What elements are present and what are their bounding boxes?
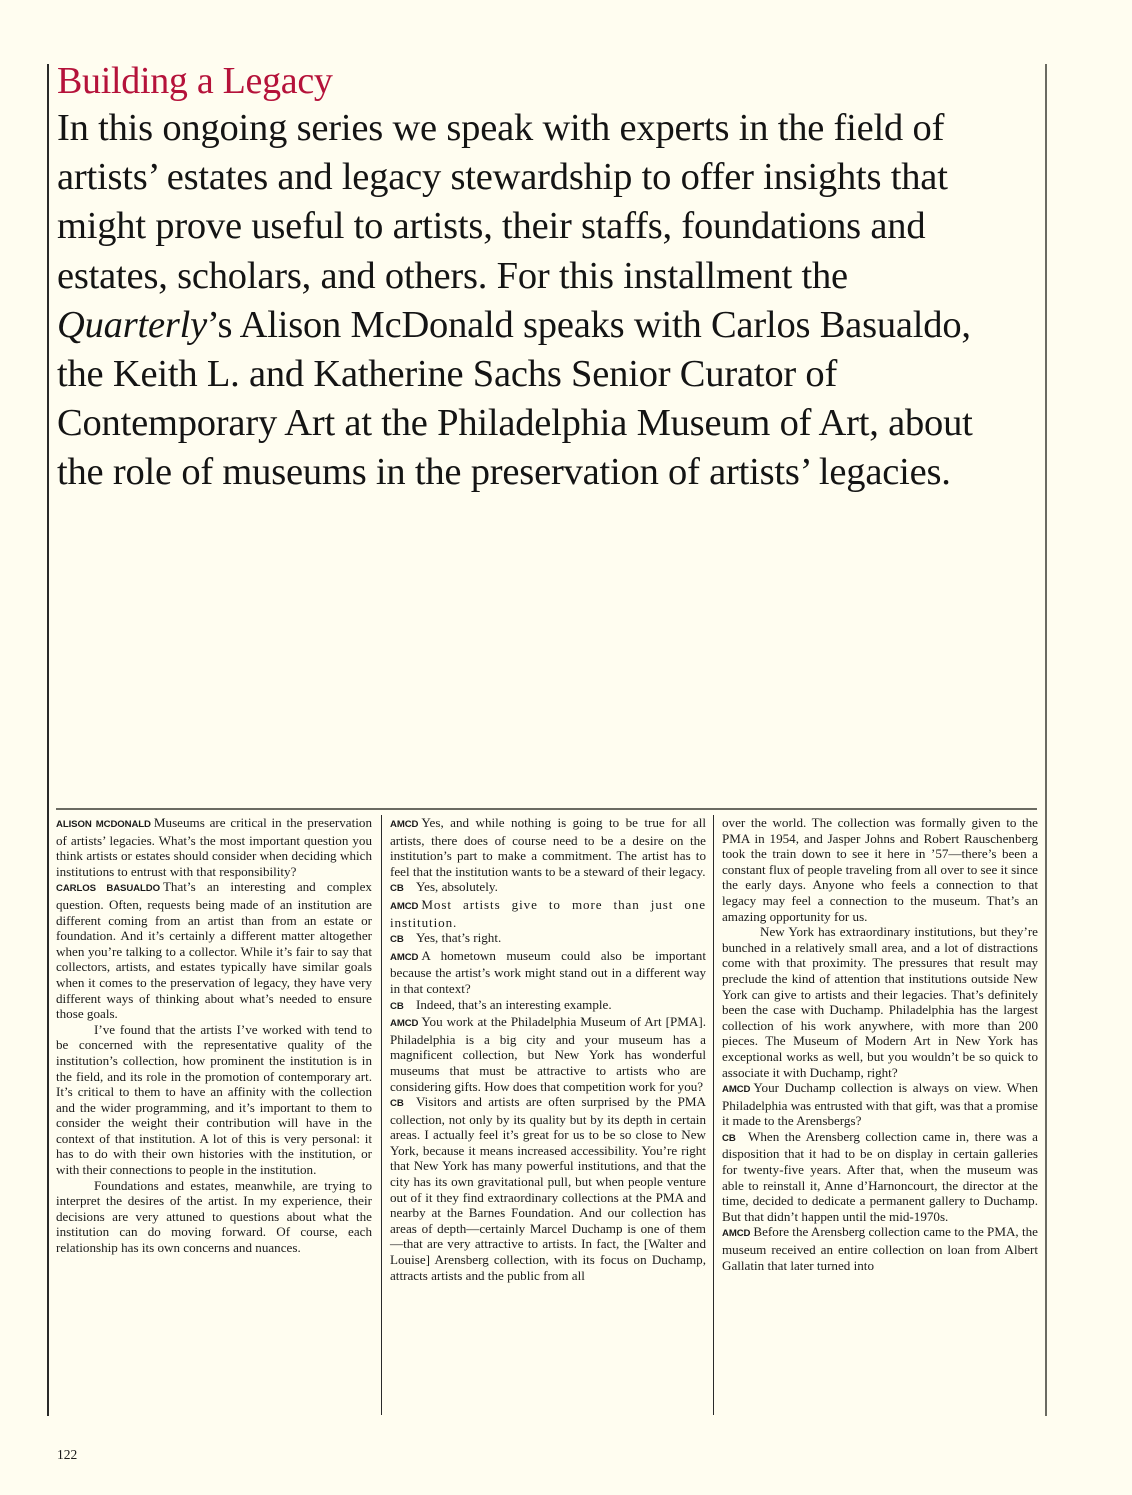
speaker-label: CARLOS BASUALDO xyxy=(56,883,160,895)
turn-text: Museums are critical in the preservation of artists’ legacies. What’s the most important question you think artists or estates should consider when deciding which institutions to entrust with that responsibility? xyxy=(56,815,372,879)
interview-paragraph: New York has extraordinary institutions, but they’re bunched in a relatively small area, and a lot of distractions come with that proximity. The pressures that result may preclude the kind of attention that institutions outside New York can give to artists and their legacies. That’s definitely been the case with Duchamp. Philadelphia has the largest collection of his work anywhere, with more than 200 pieces. The Museum of Modern Art in New York has exceptional works as well, but you wouldn’t be so quick to associate it with Duchamp, right? xyxy=(722,924,1038,1080)
interview-turn xyxy=(390,930,706,948)
left-margin-rule xyxy=(47,64,49,1416)
interview-turn xyxy=(722,1224,1038,1273)
turn-text: Yes, and while nothing is going to be true for all artists, there does of course need to be a desire on the institution’s part to make a commitment. The artist has to feel that the institution wants to be a steward of their legacy. xyxy=(390,815,706,879)
interview-turn xyxy=(390,1094,706,1283)
publication-name: Quarterly xyxy=(57,303,208,346)
speaker-label: AMCD xyxy=(390,900,419,912)
turn-text: Most artists give to more than just one institution. xyxy=(390,896,706,930)
column-2 xyxy=(390,815,706,1283)
column-separator xyxy=(713,815,714,1415)
turn-text: Visitors and artists are often surprised by the PMA collection, not only by its quality but by its depth in certain areas. I actually feel it’s great for us to be so close to New York, because it means increased accessibility. You’re right that New York has many powerful institutions, and that the city has its own gravitational pull, but when people venture out of it they find extraordinary collections at the PMA and nearby at the Barnes Foundation. And our collection has areas of depth—certainly Marcel Duchamp is one of them—that are very attractive to artists. In fact, the [Walter and Louise] Arensberg collection, with its focus on Duchamp, attracts artists and the public from all xyxy=(390,1094,706,1283)
intro-text-part2: ’s Alison McDonald speaks with Carlos Basualdo, the Keith L. and Katherine Sachs Senior Curator of Contemporary Art at the Philadelphia Museum of Art, about the role of museums in the preservation of artists’ legacies. xyxy=(57,303,973,494)
speaker-label: CB xyxy=(722,1132,736,1144)
interview-paragraph: over the world. The collection was formally given to the PMA in 1954, and Jasper Johns and Robert Rauschenberg took the train down to see it here in ’57—there’s been a constant flux of people traveling from all over to see it since the early days. Anyone who feels a connection to that legacy may feel a connection to the museum. That’s an amazing opportunity for us. xyxy=(722,815,1038,924)
speaker-label: ALISON MCDONALD xyxy=(56,819,151,830)
speaker-label: CB xyxy=(390,934,404,946)
interview-body xyxy=(56,815,1037,1415)
interview-turn xyxy=(56,879,372,1021)
column-1 xyxy=(56,815,372,1256)
speaker-label: AMCD xyxy=(722,1228,751,1240)
intro-text-part1: In this ongoing series we speak with experts in the field of artists’ estates and legacy stewardship to offer insights that might prove useful to artists, their staffs, foundations and estates, scholars, and others. For this installment the xyxy=(57,107,948,297)
section-divider xyxy=(56,808,1037,810)
interview-paragraph: I’ve found that the artists I’ve worked with tend to be concerned with the representative quality of the institution’s collection, how prominent the institution is in the field, and its role in the promotion of contemporary art. It’s critical to them to have an affinity with the collection and the wider programming, and it’s important to them to consider the weight their contribution will have in the context of that institution. A lot of this is very personal: it has to do with their own histories with the institution, or with their connections to people in the institution. xyxy=(56,1021,372,1178)
interview-paragraph: Foundations and estates, meanwhile, are trying to interpret the desires of the artist. In my experience, their decisions are very attuned to questions about what the institution can do moving forward. Of course, each relationship has its own concerns and nuances. xyxy=(56,1177,372,1256)
interview-turn xyxy=(390,815,706,879)
turn-text: Your Duchamp collection is always on view. When Philadelphia was entrusted with that gift, was that a promise it made to the Arensbergs? xyxy=(722,1080,1038,1129)
turn-text: When the Arensberg collection came in, there was a disposition that it had to be on display in certain galleries for twenty-five years. After that, when the museum was able to reinstall it, Anne d’Harnoncourt, the director at the time, decided to dedicate a permanent gallery to Duchamp. But that didn’t happen until the mid-1970s. xyxy=(722,1128,1038,1224)
turn-text: Yes, absolutely. xyxy=(416,879,498,895)
speaker-label: AMCD xyxy=(722,1084,751,1096)
interview-turn xyxy=(390,997,706,1015)
speaker-label: CB xyxy=(390,1098,404,1110)
speaker-label: CB xyxy=(390,883,404,895)
interview-turn xyxy=(722,1129,1038,1225)
column-3 xyxy=(722,815,1038,1273)
speaker-label: AMCD xyxy=(390,819,419,830)
page-number: 122 xyxy=(57,1447,78,1462)
article-header xyxy=(57,58,1017,498)
intro-paragraph xyxy=(57,104,1017,498)
interview-turn xyxy=(390,948,706,997)
column-separator xyxy=(381,815,382,1415)
speaker-label: CB xyxy=(390,1000,404,1012)
speaker-label: AMCD xyxy=(390,951,419,963)
right-margin-rule xyxy=(1045,64,1047,1416)
interview-turn xyxy=(390,1014,706,1094)
turn-text: Before the Arensberg collection came to the PMA, the museum received an entire collection on loan from Albert Gallatin that later turned into xyxy=(722,1224,1038,1273)
turn-text: That’s an interesting and complex question. Often, requests being made of an institution are different coming from an artist than from an estate or foundation. And it’s certainly a different matter altogether when you’re talking to a collector. While it’s fair to say that collectors, artists, and estates typically have similar goals when it comes to the preservation of legacy, they have very different ways of thinking about what’s needed to ensure those goals. xyxy=(56,879,372,1022)
interview-turn xyxy=(390,879,706,897)
interview-turn xyxy=(56,815,372,879)
interview-turn xyxy=(722,1080,1038,1129)
series-title: Building a Legacy xyxy=(57,60,333,102)
turn-text: You work at the Philadelphia Museum of Art [PMA]. Philadelphia is a big city and your museum has a magnificent collection, but New York has wonderful museums that must be attractive to artists who are considering gifts. How does that competition work for you? xyxy=(390,1014,706,1094)
turn-text: Indeed, that’s an interesting example. xyxy=(416,996,612,1012)
speaker-label: AMCD xyxy=(390,1018,419,1030)
turn-text: Yes, that’s right. xyxy=(416,930,502,946)
interview-turn xyxy=(390,897,706,930)
turn-text: A hometown museum could also be important because the artist’s work might stand out in a different way in that context? xyxy=(390,947,706,996)
